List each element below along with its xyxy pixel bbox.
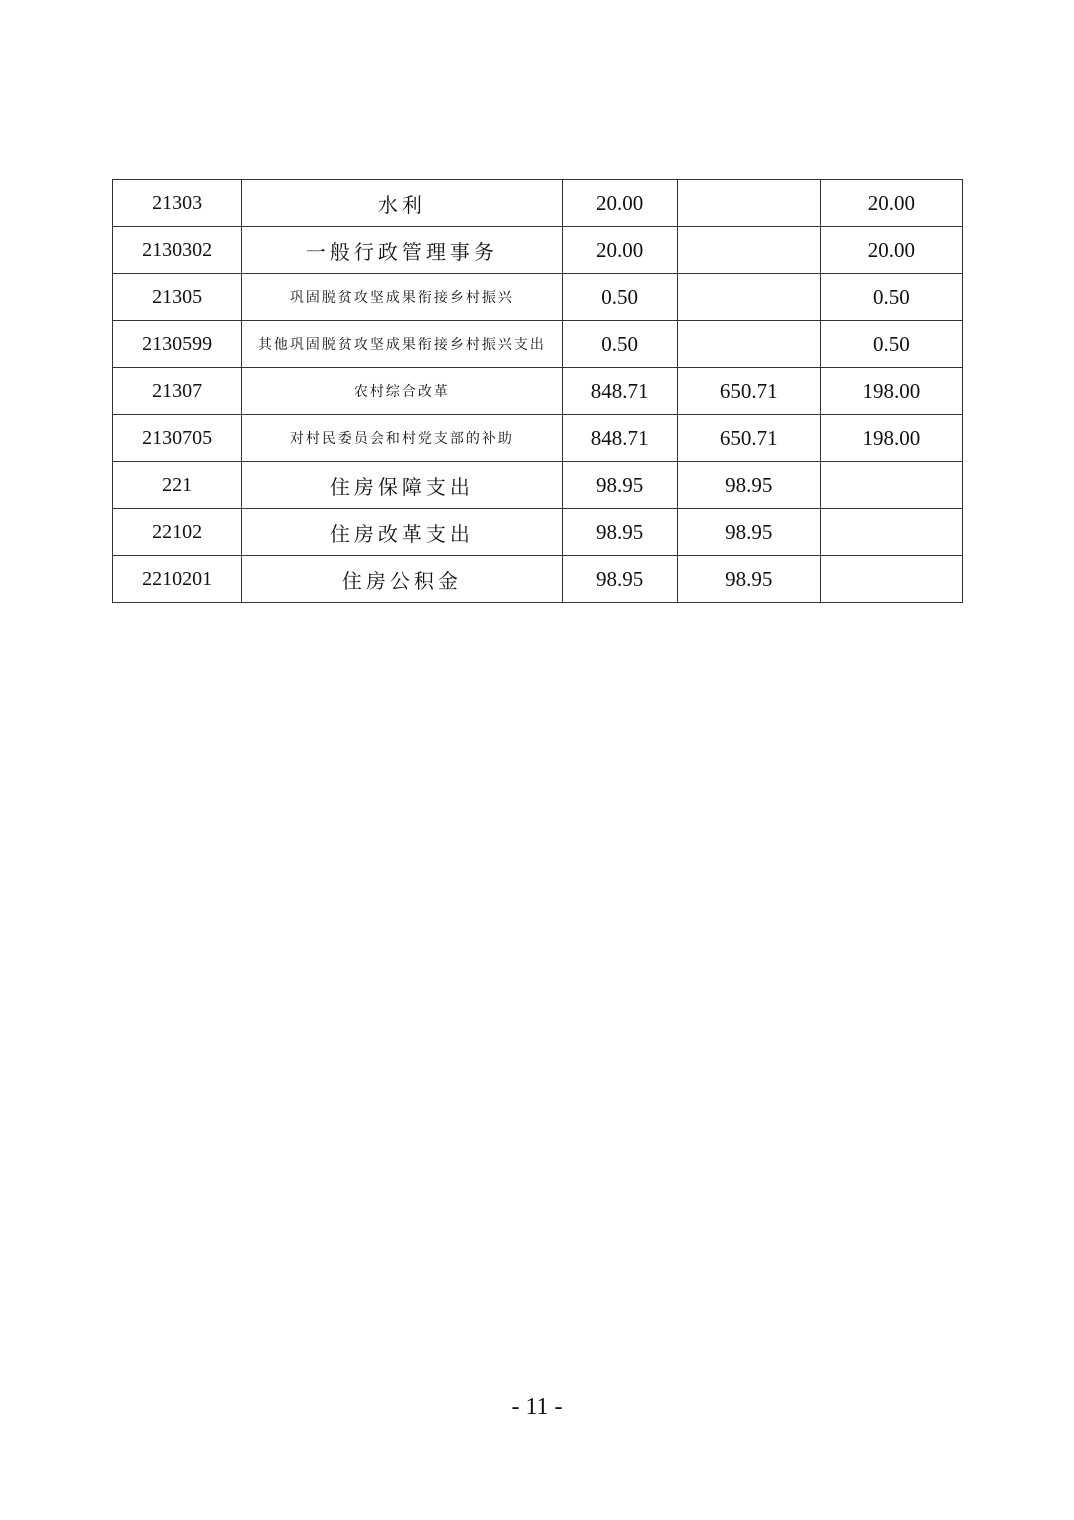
subject-name-cell: 住房公积金	[242, 556, 562, 603]
budget-table	[112, 179, 963, 603]
basic-amount-cell: 650.71	[677, 368, 820, 415]
total-amount-cell: 98.95	[562, 462, 677, 509]
subject-name-cell: 农村综合改革	[242, 368, 562, 415]
subject-code-cell: 2210201	[113, 556, 242, 603]
table-row	[113, 509, 963, 556]
total-amount-cell: 98.95	[562, 509, 677, 556]
total-amount-cell: 20.00	[562, 227, 677, 274]
subject-code-cell: 21305	[113, 274, 242, 321]
basic-amount-cell: 650.71	[677, 415, 820, 462]
table-row	[113, 368, 963, 415]
subject-code-cell: 2130599	[113, 321, 242, 368]
project-amount-cell: 198.00	[820, 368, 962, 415]
table-row	[113, 556, 963, 603]
basic-amount-cell: 98.95	[677, 556, 820, 603]
total-amount-cell: 0.50	[562, 274, 677, 321]
subject-name-cell: 住房改革支出	[242, 509, 562, 556]
subject-name-cell: 巩固脱贫攻坚成果衔接乡村振兴	[242, 274, 562, 321]
table-row	[113, 180, 963, 227]
total-amount-cell: 848.71	[562, 415, 677, 462]
budget-table-body	[113, 180, 963, 603]
subject-name-cell: 一般行政管理事务	[242, 227, 562, 274]
project-amount-cell: 198.00	[820, 415, 962, 462]
subject-code-cell: 2130302	[113, 227, 242, 274]
total-amount-cell: 0.50	[562, 321, 677, 368]
project-amount-cell: 0.50	[820, 321, 962, 368]
subject-code-cell: 2130705	[113, 415, 242, 462]
table-row	[113, 462, 963, 509]
basic-amount-cell	[677, 274, 820, 321]
table-row	[113, 415, 963, 462]
table-row	[113, 227, 963, 274]
subject-code-cell: 21303	[113, 180, 242, 227]
subject-code-cell: 221	[113, 462, 242, 509]
basic-amount-cell	[677, 321, 820, 368]
project-amount-cell	[820, 462, 962, 509]
project-amount-cell: 20.00	[820, 227, 962, 274]
page-number: - 11 -	[511, 1394, 563, 1420]
subject-name-cell: 住房保障支出	[242, 462, 562, 509]
subject-code-cell: 21307	[113, 368, 242, 415]
project-amount-cell	[820, 556, 962, 603]
table-row	[113, 274, 963, 321]
basic-amount-cell: 98.95	[677, 462, 820, 509]
basic-amount-cell	[677, 180, 820, 227]
subject-name-cell: 水利	[242, 180, 562, 227]
subject-name-cell: 对村民委员会和村党支部的补助	[242, 415, 562, 462]
project-amount-cell: 0.50	[820, 274, 962, 321]
basic-amount-cell: 98.95	[677, 509, 820, 556]
project-amount-cell	[820, 509, 962, 556]
table-row	[113, 321, 963, 368]
project-amount-cell: 20.00	[820, 180, 962, 227]
basic-amount-cell	[677, 227, 820, 274]
subject-code-cell: 22102	[113, 509, 242, 556]
total-amount-cell: 98.95	[562, 556, 677, 603]
total-amount-cell: 20.00	[562, 180, 677, 227]
total-amount-cell: 848.71	[562, 368, 677, 415]
subject-name-cell: 其他巩固脱贫攻坚成果衔接乡村振兴支出	[242, 321, 562, 368]
